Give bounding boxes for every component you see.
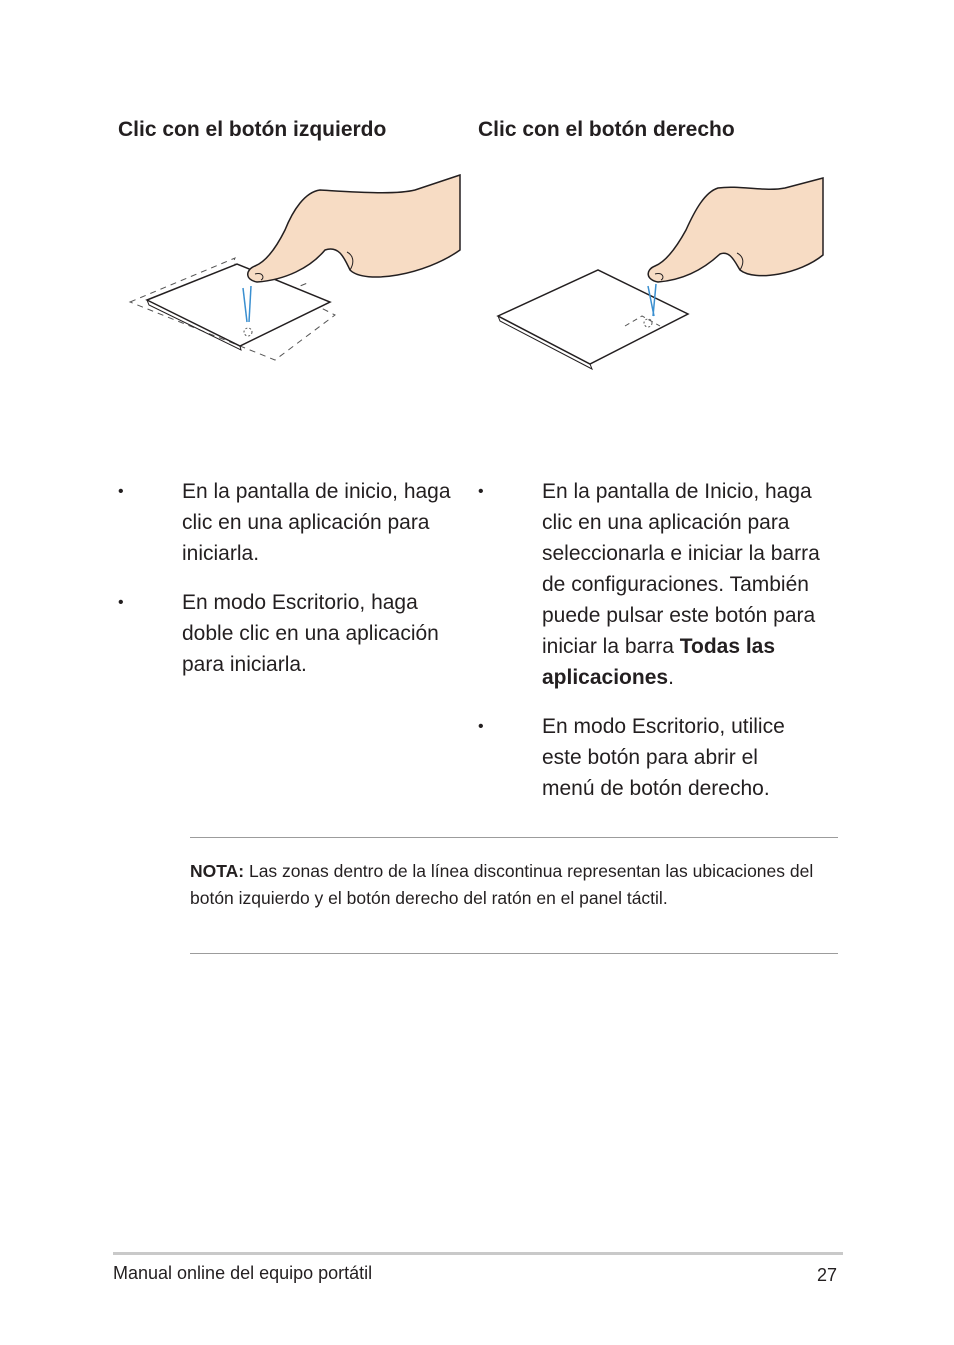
left-click-illustration: [125, 170, 465, 370]
left-bullet-list: [118, 476, 518, 698]
footer-title: Manual online del equipo portátil: [113, 1263, 373, 1283]
right-click-heading: Clic con el botón derecho: [478, 118, 735, 141]
bullet-icon: •: [478, 483, 484, 500]
note: [190, 858, 840, 912]
bullet-icon: •: [118, 483, 124, 500]
bullet-icon: •: [478, 718, 484, 735]
page-number: 27: [816, 1265, 837, 1285]
note-top-rule: [190, 837, 838, 838]
list-item: • En modo Escritorio, utilice este botón para abrir el menú de botón derecho.: [478, 711, 878, 804]
hand-icon: [248, 175, 460, 282]
note-text: Las zonas dentro de la línea discontinua representan las ubicaciones del botón izquierdo y el botón derecho del ratón en el panel táctil.: [190, 861, 814, 908]
touchpad: [147, 264, 330, 346]
touchpad: [498, 270, 688, 364]
note-bottom-rule: [190, 953, 838, 954]
note-label: NOTA:: [190, 861, 245, 881]
list-item: • En modo Escritorio, haga doble clic en una aplicación para iniciarla.: [118, 587, 518, 680]
right-bullet-list: [478, 476, 878, 822]
hand-icon: [648, 178, 823, 282]
all-apps-bar-term: Todas las aplicaciones: [542, 635, 776, 689]
right-click-illustration: [490, 170, 830, 375]
list-item: • En la pantalla de Inicio, haga clic en una aplicación para seleccionarla e iniciar la barra de configuraciones. También puede pulsar este botón para iniciar la barra Todas las aplicaciones.: [478, 476, 878, 693]
bullet-icon: •: [118, 594, 124, 611]
footer-rule: [113, 1252, 843, 1255]
list-item: • En la pantalla de inicio, haga clic en una aplicación para iniciarla.: [118, 476, 518, 569]
left-click-heading: Clic con el botón izquierdo: [118, 118, 387, 141]
